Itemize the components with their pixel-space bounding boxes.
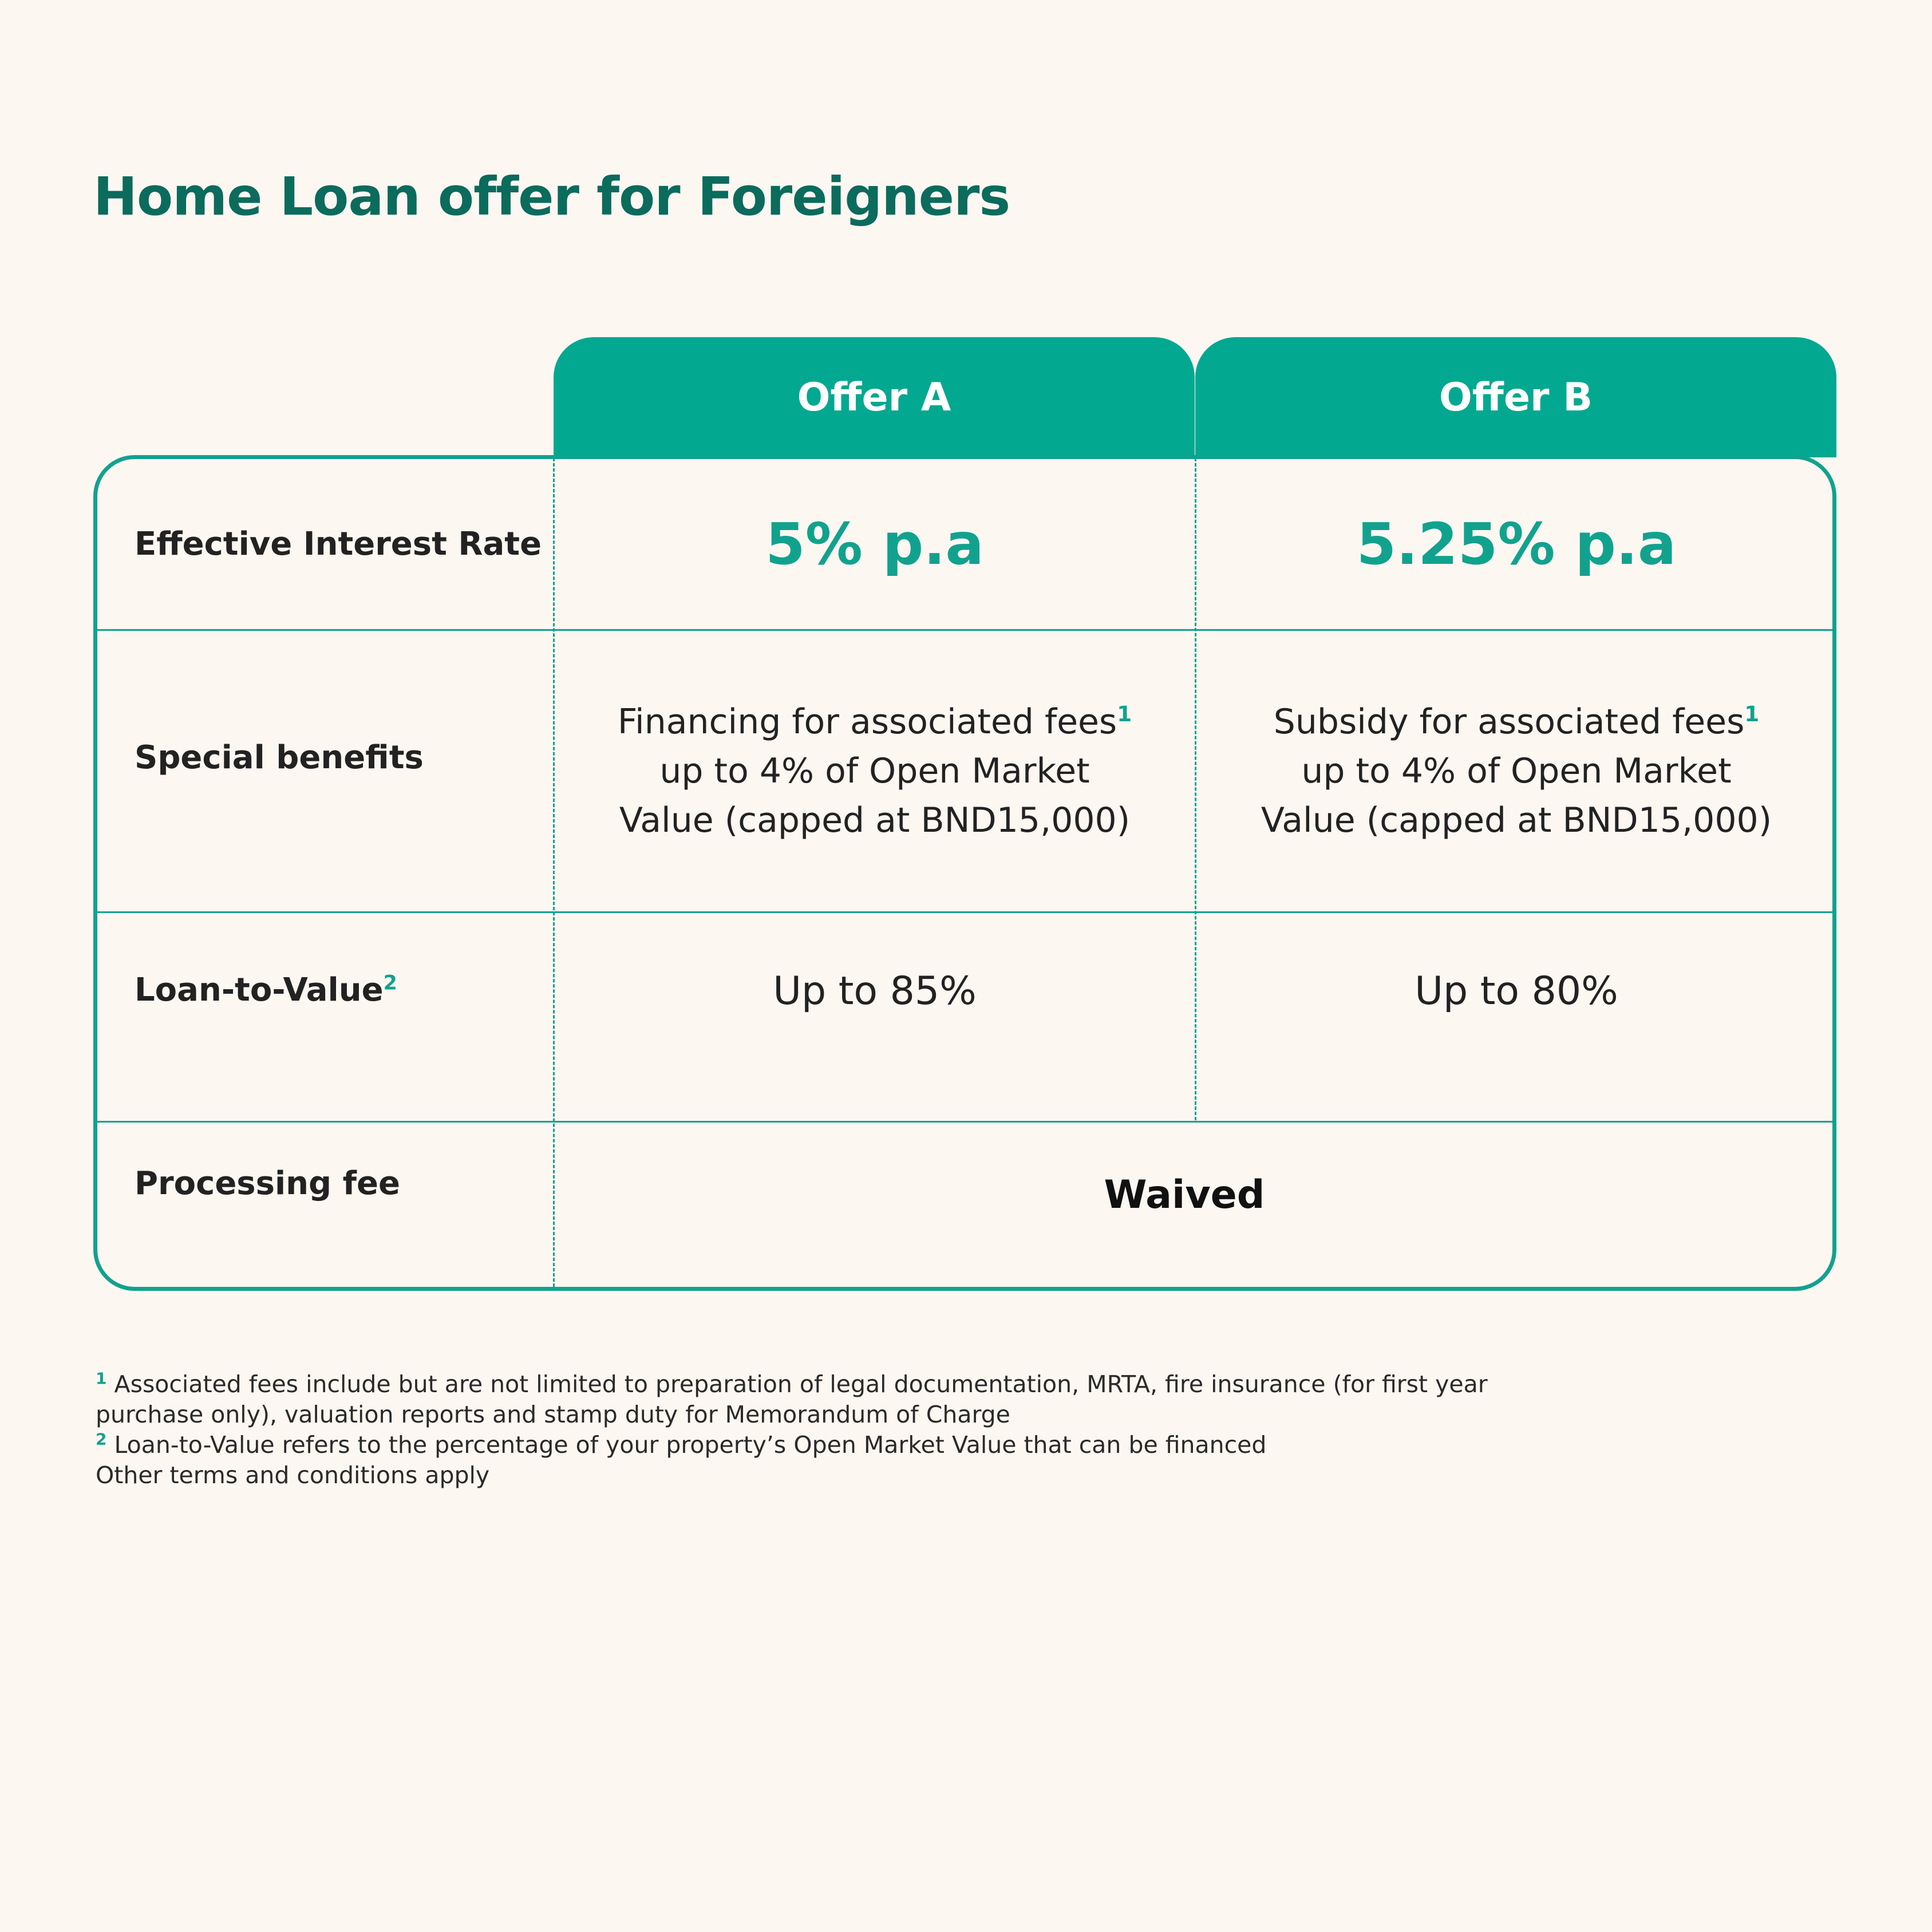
- offer-a-benefit-line1: Financing for associated fees: [617, 702, 1117, 742]
- offer-a-title: Offer A: [797, 374, 951, 420]
- row-label-ltv: [135, 971, 397, 1009]
- offer-b-interest-value: 5.25% p.a: [1356, 511, 1677, 578]
- row-divider: [97, 1121, 1832, 1123]
- footnote-2: [96, 1430, 1613, 1460]
- page-title: Home Loan offer for Foreigners: [93, 166, 1010, 227]
- footnote-ref-1: 1: [1117, 701, 1132, 726]
- processing-fee-text: Waived: [1104, 1172, 1265, 1218]
- offer-b-benefit-line2: up to 4% of Open Market: [1301, 751, 1732, 791]
- offer-a-benefits: [555, 631, 1195, 911]
- offer-b-benefit-line1: Subsidy for associated fees: [1273, 702, 1745, 742]
- offer-b-interest-rate: [1196, 459, 1836, 629]
- offer-a-benefit-line2: up to 4% of Open Market: [659, 751, 1090, 791]
- footnote-1-line1: Associated fees include but are not limited to preparation of legal documentation, MRTA, fire insurance (for first year: [114, 1370, 1488, 1398]
- offer-b-title: Offer B: [1439, 374, 1593, 420]
- offer-a-ltv-value: Up to 85%: [773, 969, 977, 1014]
- footnote-1: [96, 1369, 1613, 1400]
- footnote-ref-2: 2: [383, 971, 397, 995]
- offer-b-benefit-line3: Value (capped at BND15,000): [1261, 800, 1772, 840]
- terms-note: Other terms and conditions apply: [96, 1461, 490, 1489]
- offer-b-ltv-value: Up to 80%: [1415, 969, 1618, 1014]
- offer-b-benefits: [1196, 631, 1836, 911]
- offer-b-ltv: [1196, 913, 1836, 1069]
- offer-b-header: [1195, 337, 1836, 457]
- footnotes: [96, 1369, 1613, 1491]
- offer-a-interest-value: 5% p.a: [765, 511, 984, 578]
- row-label-processing: Processing fee: [135, 1165, 400, 1202]
- footnote-2-text: Loan-to-Value refers to the percentage of your property’s Open Market Value that can be financed: [114, 1431, 1267, 1459]
- offer-a-ltv: [555, 913, 1195, 1069]
- row-label-benefits: Special benefits: [135, 739, 424, 776]
- footnote-1-mark: 1: [96, 1369, 107, 1388]
- offer-a-interest-rate: [555, 459, 1195, 629]
- processing-fee-value: [555, 1123, 1814, 1266]
- footnote-1-cont: purchase only), valuation reports and stamp duty for Memorandum of Charge: [96, 1401, 1010, 1428]
- row-label-interest: Effective Interest Rate: [135, 526, 542, 563]
- offer-a-header: [554, 337, 1195, 457]
- footnote-2-mark: 2: [96, 1429, 107, 1449]
- ltv-label-text: Loan-to-Value: [135, 971, 384, 1009]
- footnote-ref-1: 1: [1744, 701, 1760, 726]
- offer-a-benefit-line3: Value (capped at BND15,000): [619, 800, 1131, 840]
